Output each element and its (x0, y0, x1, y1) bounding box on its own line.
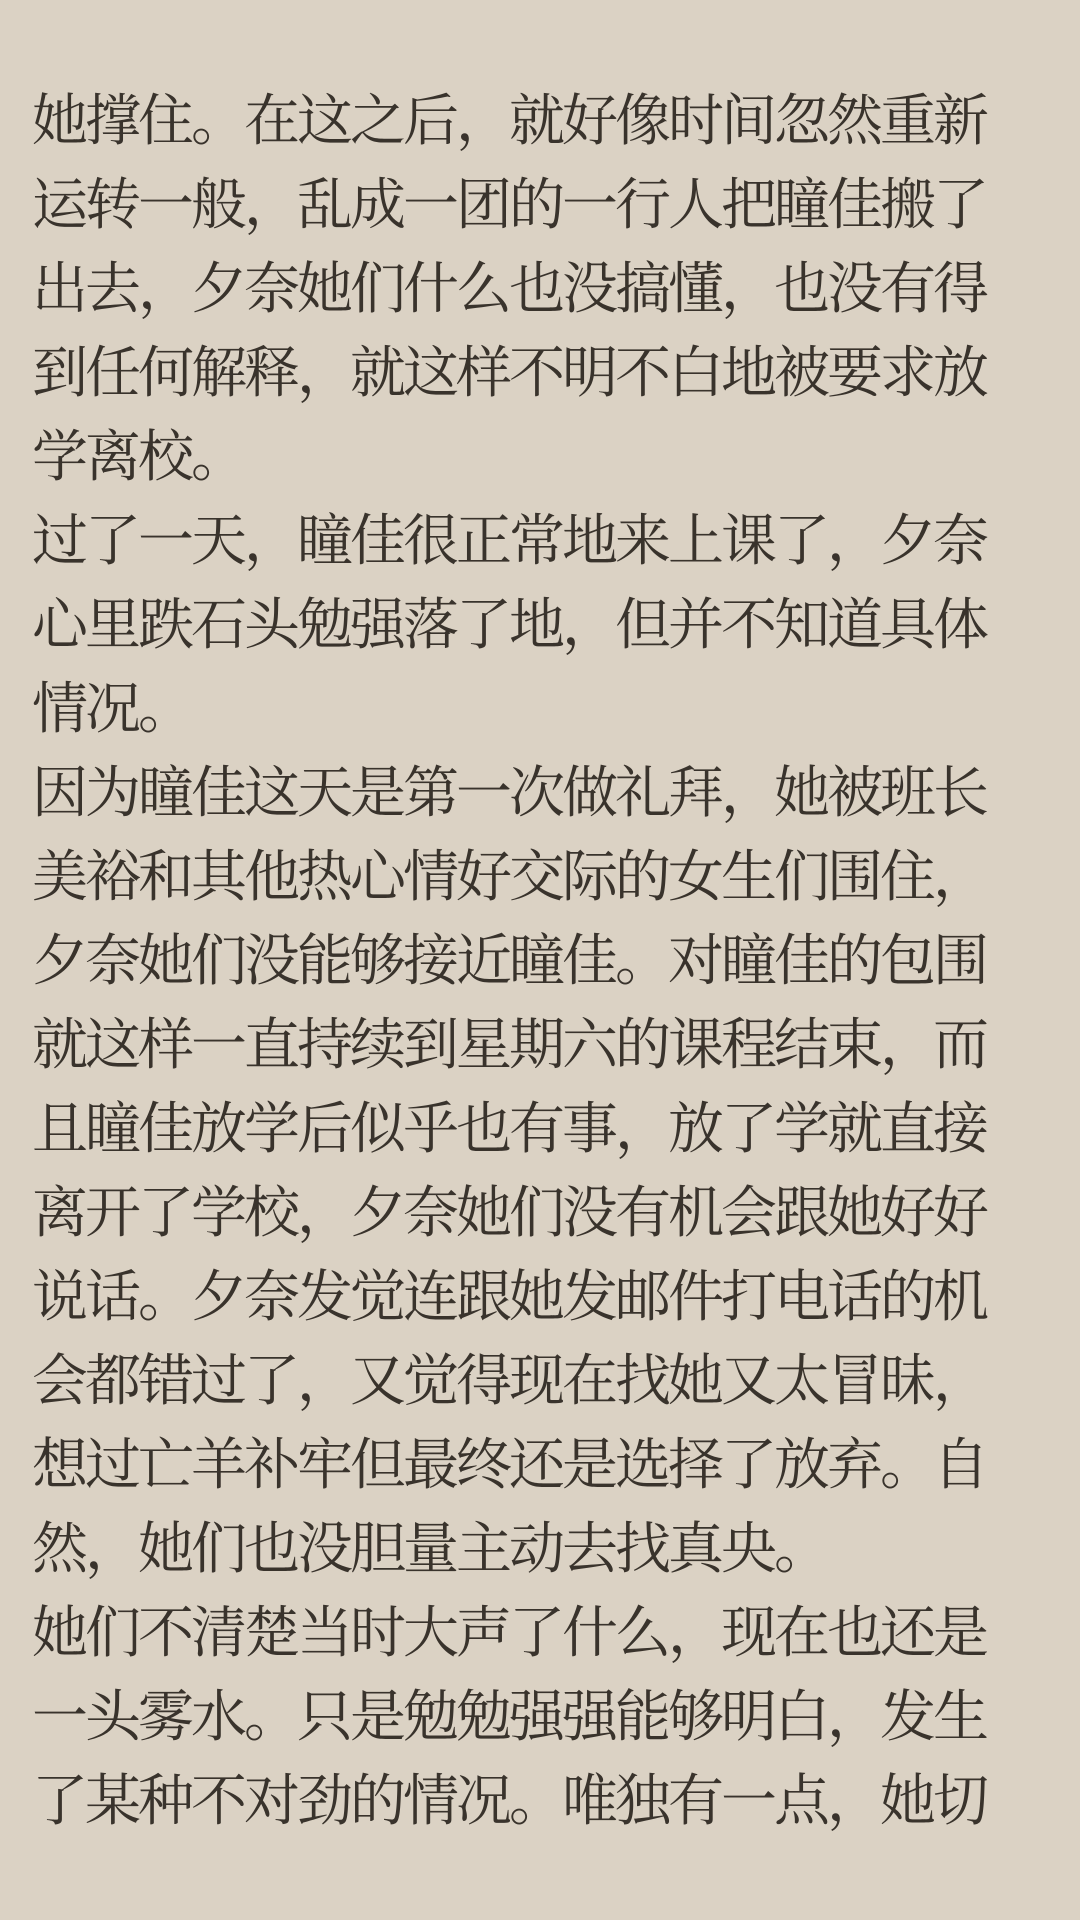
text-line: 她撑住。在这之后，就好像时间忽然重新 (32, 89, 986, 154)
text-line: 夕奈她们没能够接近瞳佳。对瞳佳的包围 (32, 929, 986, 994)
text-line: 运转一般，乱成一团的一行人把瞳佳搬了 (32, 173, 986, 238)
text-line: 离开了学校，夕奈她们没有机会跟她好好 (32, 1181, 986, 1246)
text-line: 会都错过了，又觉得现在找她又太冒昧， (32, 1349, 986, 1414)
text-line: 出去，夕奈她们什么也没搞懂，也没有得 (32, 257, 986, 322)
page-text (32, 80, 1048, 1844)
text-line: 就这样一直持续到星期六的课程结束，而 (32, 1013, 986, 1078)
text-line: 且瞳佳放学后似乎也有事，放了学就直接 (32, 1097, 986, 1162)
text-line: 一头雾水。只是勉勉强强能够明白，发生 (32, 1685, 986, 1750)
text-line: 情况。 (32, 677, 191, 742)
text-line: 学离校。 (32, 425, 244, 490)
text-line: 美裕和其他热心情好交际的女生们围住， (32, 845, 986, 910)
text-line: 过了一天，瞳佳很正常地来上课了，夕奈 (32, 509, 986, 574)
text-line: 到任何解释，就这样不明不白地被要求放 (32, 341, 986, 406)
text-line: 了某种不对劲的情况。唯独有一点，她切 (32, 1769, 986, 1834)
text-line: 说话。夕奈发觉连跟她发邮件打电话的机 (32, 1265, 986, 1330)
text-line: 想过亡羊补牢但最终还是选择了放弃。自 (32, 1433, 986, 1498)
text-line: 然，她们也没胆量主动去找真央。 (32, 1517, 827, 1582)
text-line: 她们不清楚当时大声了什么，现在也还是 (32, 1601, 986, 1666)
text-line: 心里跌石头勉强落了地，但并不知道具体 (32, 593, 986, 658)
text-line: 因为瞳佳这天是第一次做礼拜，她被班长 (32, 761, 986, 826)
